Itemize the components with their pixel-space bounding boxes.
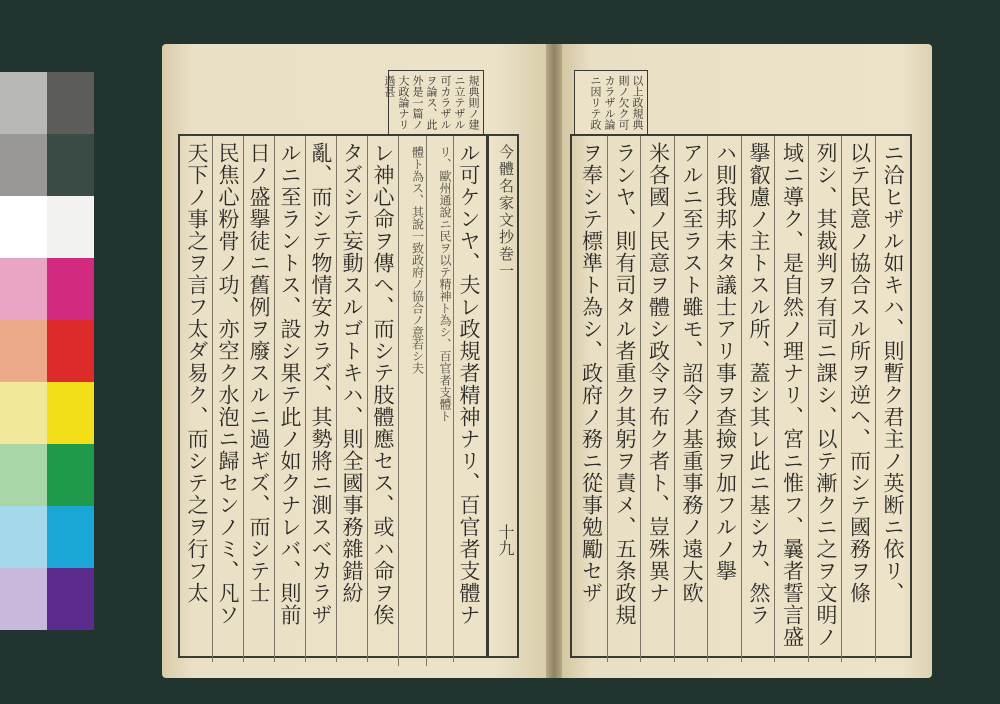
left-header-note: 規典則ノ建ニ立テザル可カラザルヲ論ス、此外是一篇ノ大政論ナリ過甚	[388, 70, 484, 136]
text-column: 民焦心粉骨ノ功、亦空ク水泡ニ歸センノミ、凡ソ	[212, 136, 243, 662]
color-swatch	[47, 506, 94, 568]
text-column: ル可ケンヤ、夫レ政規者精神ナリ、百官者支體ナ	[453, 136, 484, 662]
right-columns	[574, 136, 908, 656]
color-swatch	[0, 320, 47, 382]
text-column: ヲ奉シテ標準ト為シ、政府ノ務ニ從事勉勵セザ	[579, 142, 604, 604]
color-swatch	[47, 258, 94, 320]
text-column: 擧叡慮ノ主トスル所、蓋シ其レ此ニ基シカ、然ラ	[741, 136, 775, 662]
open-book	[148, 30, 948, 685]
text-column: 域ニ導ク、是自然ノ理ナリ、宮ニ惟フ、曩者誓言盛	[774, 136, 808, 662]
text-column: ルニ至ラントス、設シ果テ此ノ如クナレバ、則前	[274, 136, 305, 662]
text-column: 體ト為ス、其說一致政府ノ協合ノ意若シ夫	[398, 136, 426, 666]
right-header-note: 以上政規典則ノ欠ク可カラザル論ニ因リテ政	[574, 70, 648, 136]
text-column: 列シ、其裁判ヲ有司ニ課シ、以テ漸クニ之ヲ文明ノ	[808, 136, 842, 662]
color-swatch	[47, 568, 94, 630]
right-text-frame	[570, 134, 912, 658]
text-column: ニ洽ヒザル如キハ、則暫ク君主ノ英断ニ依リ、	[875, 136, 909, 662]
page-number: 十九	[496, 524, 515, 556]
color-swatch	[0, 568, 47, 630]
book-title: 今體名家文抄巻一	[497, 144, 515, 280]
left-text-frame	[178, 134, 488, 658]
text-column: ハ則我邦未タ議士アリ事ヲ查撿ヲ加フルノ擧	[707, 136, 741, 662]
book-gutter	[546, 44, 562, 678]
color-swatch	[47, 320, 94, 382]
color-swatch	[47, 382, 94, 444]
text-column: 日ノ盛擧徒ニ舊例ヲ廢スルニ過ギズ、而シテ士	[243, 136, 274, 662]
text-column: ランヤ、則有司タル者重ク其躬ヲ責メ、五条政規	[607, 136, 641, 662]
color-swatch	[47, 196, 94, 258]
text-column: タズシテ妄動スルゴトキハ、則全國事務雜錯紛	[336, 136, 367, 662]
text-column: アルニ至ラスト雖モ、詔令ノ基重事務ノ遠大欧	[674, 136, 708, 662]
text-column: 天下ノ事之ヲ言フ太ダ易ク、而シテ之ヲ行フ太	[185, 142, 209, 604]
color-swatch	[0, 444, 47, 506]
text-column: 米各國ノ民意ヲ體シ政令ヲ布ク者ト、豈殊異ナ	[640, 136, 674, 662]
color-swatch	[47, 444, 94, 506]
color-calibration-strip	[0, 72, 94, 632]
text-column: 以テ民意ノ協合スル所ヲ逆ヘ、而シテ國務ヲ條	[841, 136, 875, 662]
text-column: 亂、而シテ物情安カラズ、其勢將ニ測スベカラザ	[305, 136, 336, 662]
color-swatch	[0, 134, 47, 196]
color-swatch	[47, 134, 94, 196]
color-swatch	[0, 196, 47, 258]
color-swatch	[0, 72, 47, 134]
color-swatch	[0, 258, 47, 320]
text-column: リ、歐州通說ニ民ヲ以テ精神ト為シ、百官者支體ト	[426, 136, 454, 666]
color-swatch	[47, 72, 94, 134]
page-spine-margin	[488, 134, 519, 658]
color-swatch	[0, 506, 47, 568]
text-column: レ神心命ヲ傳ヘ、而シテ肢體應セス、或ハ命ヲ俟	[367, 136, 398, 662]
left-columns	[182, 136, 484, 656]
color-swatch	[0, 382, 47, 444]
